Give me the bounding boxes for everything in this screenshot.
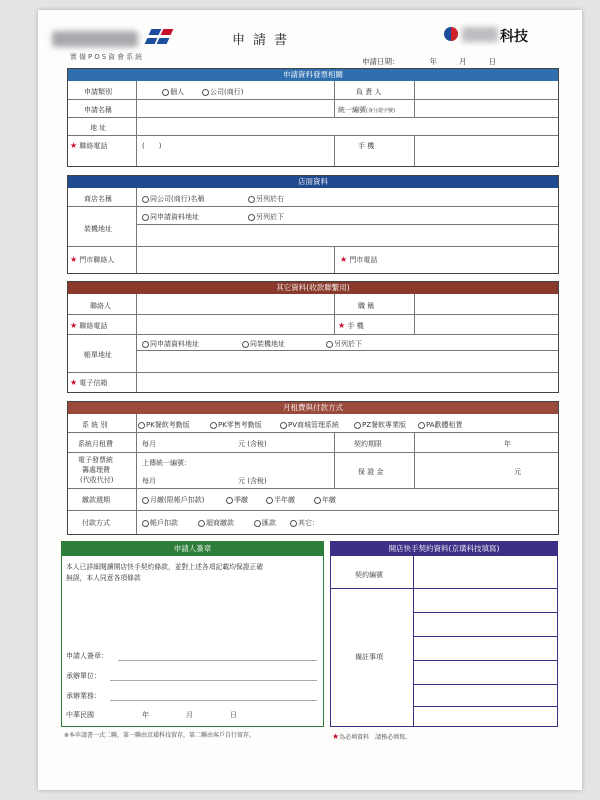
opt-other-below[interactable]: 另列於下 — [248, 212, 284, 222]
email-label: ★ 電子信箱 — [70, 378, 108, 387]
agreement-text-1: 本人已詳細閱讀開店快手契約條款，並對上述各項記載均保證正確 — [66, 563, 264, 571]
handling-staff-label: 承辦業務： — [66, 692, 101, 700]
radio-icon — [354, 422, 361, 429]
contact-mobile-label: ★ 手 機 — [338, 321, 364, 330]
deposit-unit: 元 — [514, 468, 521, 476]
sign-day: 日 — [230, 711, 237, 719]
apply-type-label: 申請類別 — [84, 88, 112, 96]
cycle-opt-monthly[interactable]: 月繳(限帳戶扣款) — [142, 495, 204, 505]
section-title: 月租費與付款方式 — [68, 402, 558, 414]
cycle-opt-quarterly[interactable]: 季繳 — [226, 495, 248, 505]
radio-icon — [248, 196, 255, 203]
sys-opt-pk-retail[interactable]: PK零售考勤版 — [210, 420, 262, 430]
company-suffix: 科技 — [500, 29, 528, 45]
contact-phone-label: ★ 聯絡電話 — [70, 321, 108, 330]
radio-icon — [418, 422, 425, 429]
radio-icon — [242, 341, 249, 348]
radio-icon — [280, 422, 287, 429]
applicant-sign-label: 申請人簽章： — [66, 652, 108, 660]
monthly-rent-label: 系統月租費 — [78, 440, 113, 448]
required-star-icon: ★ — [338, 321, 346, 330]
radio-icon — [142, 497, 149, 504]
sys-opt-pz-food[interactable]: PZ餐飲專業版 — [354, 420, 406, 430]
year-unit: 年 — [504, 440, 511, 448]
handling-unit-label: 承辦單位： — [66, 672, 101, 680]
opt-other-name[interactable]: 另列於右 — [248, 194, 284, 204]
cycle-opt-half-year[interactable]: 半年繳 — [266, 495, 295, 505]
section-title: 申請資料發票相關 — [68, 69, 558, 81]
section-title: 申請人簽章 — [62, 542, 323, 556]
radio-icon — [142, 341, 149, 348]
monthly-text: 每月 — [142, 440, 156, 448]
sys-opt-pv-mall[interactable]: PV商城管理系統 — [280, 420, 339, 430]
job-title-label: 職 稱 — [358, 302, 375, 310]
mobile-label: 手 機 — [358, 142, 375, 150]
contact-person-label: 聯絡人 — [90, 302, 111, 310]
company-name-redacted — [462, 27, 498, 42]
radio-icon — [142, 196, 149, 203]
cycle-opt-yearly[interactable]: 年繳 — [314, 495, 336, 505]
required-star-icon: ★ — [70, 321, 78, 330]
address-label: 地 址 — [90, 124, 107, 132]
application-date: 申請日期： 年 月 日 — [362, 57, 496, 66]
radio-icon — [210, 422, 217, 429]
opt-bill-other-below[interactable]: 另列於下 — [326, 339, 362, 349]
section-contract-data — [330, 541, 558, 727]
upload-taxid-label: 上傳統一編號： — [142, 459, 191, 467]
radio-icon — [226, 497, 233, 504]
pay-opt-transfer[interactable]: 匯款 — [254, 518, 276, 528]
pay-opt-debit[interactable]: 帳戶扣款 — [142, 518, 178, 528]
sign-year: 年 — [142, 711, 149, 719]
radio-icon — [142, 214, 149, 221]
einvoice-label-1: 電子發票統 — [78, 456, 113, 464]
pay-opt-store[interactable]: 超商繳款 — [198, 518, 234, 528]
bill-address-label: 帳單地址 — [84, 351, 112, 359]
agreement-text-2: 無誤，本人同意各項條款 — [66, 574, 141, 582]
required-star-icon: ★ — [332, 732, 340, 741]
monthly-text: 每月 — [142, 477, 156, 485]
roc-label: 中華民國 — [66, 711, 94, 719]
form-title: 申請書 — [232, 33, 296, 48]
section-title: 其它資料(收款聯繫用) — [68, 282, 558, 294]
deposit-label: 保 證 金 — [358, 468, 384, 476]
pay-opt-other[interactable]: 其它： — [290, 518, 319, 528]
section-applicant-signature — [61, 541, 324, 727]
system-type-label: 系 統 別 — [82, 421, 108, 429]
required-note: ★為必填資料 請務必填寫。 — [332, 732, 412, 741]
einvoice-label-2: 籌處理費 — [82, 466, 110, 474]
opt-bill-same-apply[interactable]: 同申請資料地址 — [142, 339, 199, 349]
radio-icon — [254, 520, 261, 527]
opt-bill-same-install[interactable]: 同裝機地址 — [242, 339, 285, 349]
brand-logo-redacted — [52, 31, 138, 47]
required-star-icon: ★ — [70, 141, 78, 150]
section-other-info — [67, 281, 559, 393]
section-store — [67, 175, 559, 274]
contract-number-label: 契約編號 — [355, 571, 383, 579]
store-name-label: 商店名稱 — [84, 195, 112, 203]
section-title: 店面資料 — [68, 176, 558, 188]
payment-method-label: 付款方式 — [82, 519, 110, 527]
phone-label: ★ 聯絡電話 — [70, 141, 108, 150]
yuan-tax-text: 元 (含稅) — [238, 477, 267, 485]
opt-same-company[interactable]: 同公司(商行)名稱 — [142, 194, 204, 204]
radio-icon — [326, 341, 333, 348]
section-title: 開店快手契約資料(京璜科技填寫) — [331, 542, 557, 556]
sign-month: 月 — [186, 711, 193, 719]
remarks-label: 備註事項 — [355, 653, 383, 661]
radio-icon — [266, 497, 273, 504]
install-address-label: 裝機地址 — [84, 225, 112, 233]
sys-opt-pa-rental[interactable]: PA歡體租賃 — [418, 420, 463, 430]
einvoice-label-3: (代收代付) — [80, 476, 114, 484]
required-star-icon: ★ — [70, 255, 78, 264]
payment-cycle-label: 繳款週期 — [82, 496, 110, 504]
brand-subtitle: 實備POS資會系統 — [70, 53, 145, 61]
opt-personal[interactable]: 個人 — [162, 87, 184, 97]
store-contact-label: ★ 門市聯絡人 — [70, 255, 115, 264]
radio-icon — [202, 89, 209, 96]
radio-icon — [314, 497, 321, 504]
owner-label: 負 責 人 — [356, 88, 382, 96]
required-star-icon: ★ — [340, 255, 348, 264]
radio-icon — [198, 520, 205, 527]
radio-icon — [248, 214, 255, 221]
radio-icon — [290, 520, 297, 527]
radio-icon — [138, 422, 145, 429]
company-logo-icon — [444, 27, 458, 41]
yuan-tax-text: 元 (含稅) — [238, 440, 267, 448]
required-star-icon: ★ — [70, 378, 78, 387]
section-rent-payment — [67, 401, 559, 535]
opt-company[interactable]: 公司(商行) — [202, 87, 243, 97]
opt-same-address[interactable]: 同申請資料地址 — [142, 212, 199, 222]
footer-note: ※本申請書一式二聯，第一聯由京璜科技留存，第二聯由客戶自行留存。 — [64, 732, 256, 739]
phone-paren: ( ) — [142, 142, 162, 150]
section-applicant-invoice — [67, 68, 559, 167]
contract-term-label: 契約期限 — [354, 440, 382, 448]
radio-icon — [162, 89, 169, 96]
sys-opt-pk-food[interactable]: PK餐飲考勤版 — [138, 420, 190, 430]
store-phone-label: ★ 門市電話 — [340, 255, 378, 264]
apply-name-label: 申請名稱 — [84, 106, 112, 114]
radio-icon — [142, 520, 149, 527]
taxid-label: 統一編號(身分證字號) — [338, 106, 395, 114]
